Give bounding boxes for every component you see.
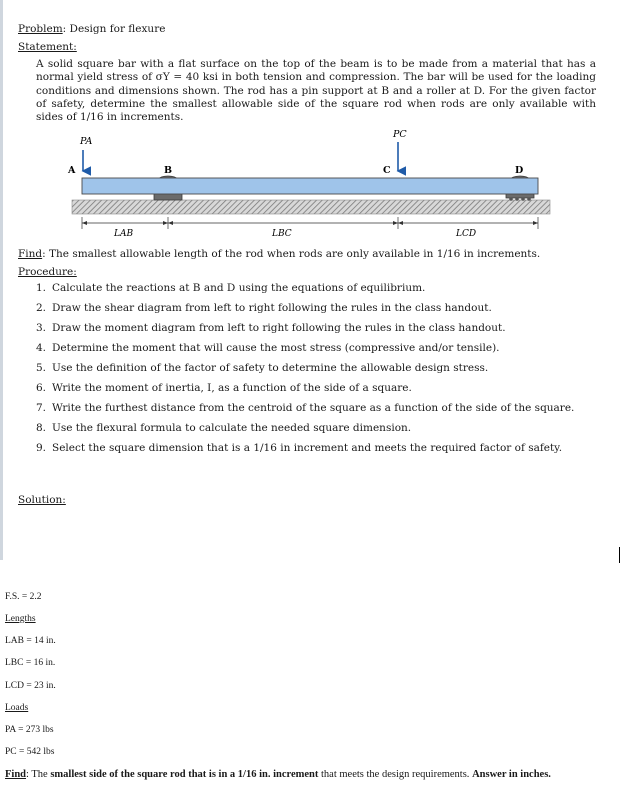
step-text: Calculate the reactions at B and D using the equations of equilibrium. bbox=[52, 282, 426, 294]
step-text: Select the square dimension that is a 1/16 in increment and meets the required factor of safety. bbox=[52, 442, 563, 454]
procedure-step bbox=[36, 422, 596, 435]
label-lcd: LCD bbox=[456, 229, 477, 239]
step-number: 8. bbox=[36, 422, 47, 434]
dim-arrow-bc-left bbox=[168, 221, 173, 225]
step-number: 4. bbox=[36, 342, 47, 354]
problem-line bbox=[18, 22, 616, 36]
find-text: : The smallest allowable length of the rod when rods are only available in 1/16 in increments. bbox=[42, 248, 541, 260]
problem-label: Problem bbox=[18, 23, 63, 35]
statement-heading: Statement: bbox=[18, 41, 77, 53]
dim-arrow-bc-right bbox=[393, 221, 398, 225]
procedure-step bbox=[36, 442, 596, 455]
step-number: 7. bbox=[36, 402, 47, 414]
label-lbc: LBC bbox=[272, 229, 292, 239]
ground bbox=[72, 200, 550, 214]
find-line bbox=[18, 247, 618, 261]
roller-1 bbox=[509, 197, 513, 201]
step-text: Draw the shear diagram from left to right following the rules in the class handout. bbox=[52, 302, 492, 314]
problem-text: : Design for flexure bbox=[62, 23, 166, 35]
statement-text: A solid square bar with a flat surface on the top of the beam is to be made from a material that has a normal yield stress of σY = 40 ksi in both tension and compression. The bar will be used for the loading conditions and dimensions shown. The rod has a pin support at B and a roller at D. For the given factor of safety, determine the smallest allowable side of the square rod when rods are only available with sides of 1/16 in increments. bbox=[36, 58, 596, 124]
step-number: 5. bbox=[36, 362, 47, 374]
beam bbox=[82, 178, 538, 194]
procedure-step bbox=[36, 302, 596, 315]
label-d: D bbox=[515, 165, 524, 176]
label-b: B bbox=[164, 165, 173, 176]
label-c: C bbox=[383, 165, 391, 176]
procedure-steps bbox=[36, 282, 596, 462]
procedure-step bbox=[36, 382, 596, 395]
text-cursor bbox=[619, 547, 620, 563]
final-find-line bbox=[5, 769, 620, 780]
final-find-text-1: : The bbox=[26, 769, 51, 780]
find-label: Find bbox=[18, 248, 43, 260]
dim-arrow-cd-left bbox=[398, 221, 403, 225]
given-loads-label: Loads bbox=[5, 703, 29, 713]
step-text: Write the furthest distance from the centroid of the square as a function of the side of the square. bbox=[52, 402, 575, 414]
given-factor-of-safety: F.S. = 2.2 bbox=[5, 592, 42, 602]
step-number: 9. bbox=[36, 442, 47, 454]
step-text: Determine the moment that will cause the most stress (compressive and/or tensile). bbox=[52, 342, 500, 354]
final-find-label: Find bbox=[5, 769, 27, 780]
roller-4 bbox=[527, 197, 531, 201]
procedure-step bbox=[36, 322, 596, 335]
label-pc: PC bbox=[393, 129, 407, 140]
left-margin-rule bbox=[0, 0, 3, 560]
dim-arrow-ab-left bbox=[82, 221, 87, 225]
given-pc: PC = 542 lbs bbox=[5, 747, 55, 757]
roller-2 bbox=[515, 197, 519, 201]
label-a: A bbox=[68, 165, 76, 176]
dim-arrow-cd-right bbox=[533, 221, 538, 225]
final-find-bold-2: Answer in inches. bbox=[472, 769, 551, 780]
final-find-text-2: that meets the design requirements. bbox=[318, 769, 473, 780]
given-lab: LAB = 14 in. bbox=[5, 636, 56, 646]
procedure-heading: Procedure: bbox=[18, 266, 77, 278]
step-text: Use the definition of the factor of safety to determine the allowable design stress. bbox=[52, 362, 489, 374]
beam-figure bbox=[60, 128, 560, 240]
dim-arrow-ab-right bbox=[163, 221, 168, 225]
procedure-step bbox=[36, 342, 596, 355]
step-number: 1. bbox=[36, 282, 47, 294]
step-number: 2. bbox=[36, 302, 47, 314]
step-text: Write the moment of inertia, I, as a function of the side of a square. bbox=[52, 382, 412, 394]
procedure-step bbox=[36, 402, 596, 415]
step-number: 3. bbox=[36, 322, 47, 334]
roller-3 bbox=[521, 197, 525, 201]
final-find-bold-1: smallest side of the square rod that is in a 1/16 in. increment bbox=[50, 769, 319, 780]
given-lengths-label: Lengths bbox=[5, 614, 36, 624]
given-pa: PA = 273 lbs bbox=[5, 725, 54, 735]
solution-heading: Solution: bbox=[18, 494, 66, 506]
procedure-step bbox=[36, 282, 596, 295]
given-lbc: LBC = 16 in. bbox=[5, 658, 56, 668]
step-text: Use the flexural formula to calculate the needed square dimension. bbox=[52, 422, 412, 434]
step-text: Draw the moment diagram from left to right following the rules in the class handout. bbox=[52, 322, 506, 334]
given-lcd: LCD = 23 in. bbox=[5, 681, 56, 691]
procedure-step bbox=[36, 362, 596, 375]
step-number: 6. bbox=[36, 382, 47, 394]
label-pa: PA bbox=[80, 136, 93, 147]
label-lab: LAB bbox=[114, 229, 134, 239]
